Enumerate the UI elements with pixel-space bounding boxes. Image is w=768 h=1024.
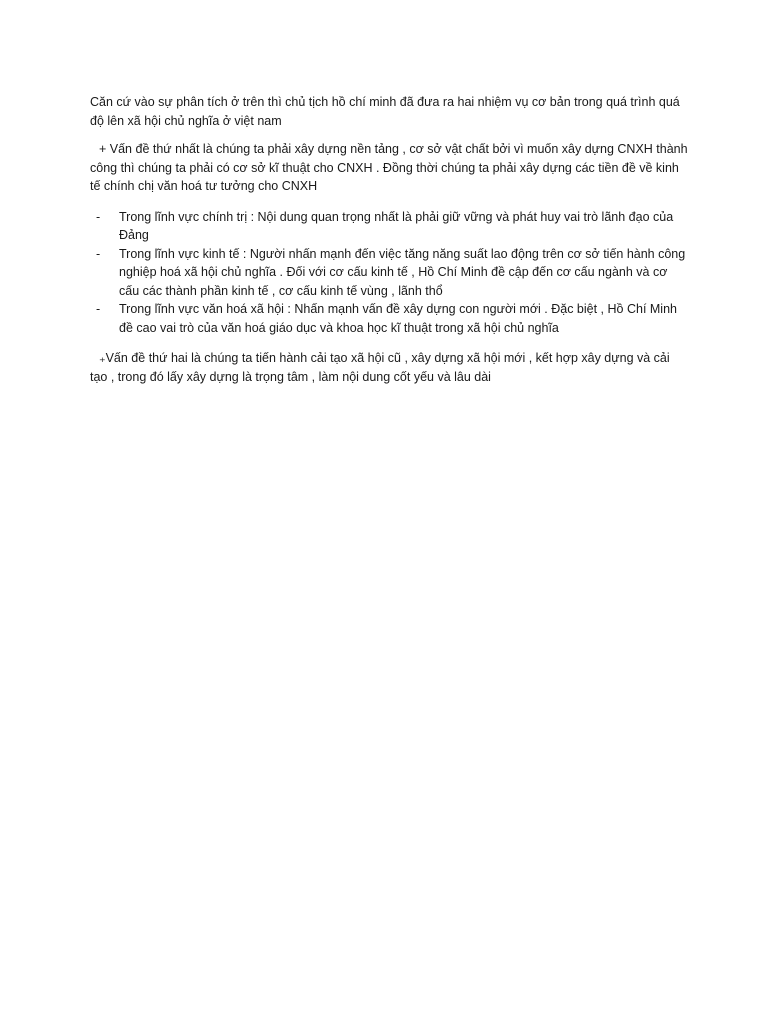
intro-paragraph: Căn cứ vào sự phân tích ở trên thì chủ tịch hồ chí minh đã đưa ra hai nhiệm vụ cơ bản trong quá trình quá độ lên xã hội chủ nghĩa ở việt nam xyxy=(90,95,680,128)
point-two-paragraph: ₊Vấn đề thứ hai là chúng ta tiến hành cải tạo xã hội cũ , xây dựng xã hội mới , kết hợp xây dựng và cải tạo , trong đó lấy xây dựng là trọng tâm , làm nội dung cốt yếu và lâu dài xyxy=(90,351,670,384)
point-one-paragraph: + Vấn đề thứ nhất là chúng ta phải xây dựng nền tảng , cơ sở vật chất bởi vì muốn xây dựng CNXH thành công thì chúng ta phải có cơ sở kĩ thuật cho CNXH . Đồng thời chúng ta phải xây dựng các tiền đề về kinh tế chính chị văn hoá tư tưởng cho CNXH xyxy=(90,142,688,193)
bullet-item-economy xyxy=(90,245,688,301)
bullet-text: Trong lĩnh vực chính trị : Nội dung quan trọng nhất là phải giữ vững và phát huy vai trò lãnh đạo của Đảng xyxy=(119,209,674,242)
bullet-dash: - xyxy=(96,302,101,316)
bullet-item-politics xyxy=(90,208,688,245)
bullet-list xyxy=(90,208,688,338)
bullet-item-culture xyxy=(90,300,688,337)
bullet-text: Trong lĩnh vực kinh tế : Người nhấn mạnh đến việc tăng năng suất lao động trên cơ sở tiến hành công nghiệp hoá xã hội chủ nghĩa . Đối với cơ cấu kinh tế , Hồ Chí Minh đề cập đến cơ cấu ngành và cơ cấu các thành phần kinh tế , cơ cấu kinh tế vùng , lãnh thổ xyxy=(119,246,686,298)
bullet-dash: - xyxy=(96,209,101,224)
bullet-text: Trong lĩnh vực văn hoá xã hội : Nhấn mạnh vấn đề xây dựng con người mới . Đặc biệt , Hồ Chí Minh đề cao vai trò của văn hoá giáo dục và khoa học kĩ thuật trong xã hội chủ nghĩa xyxy=(119,302,677,335)
bullet-dash: - xyxy=(96,246,101,261)
